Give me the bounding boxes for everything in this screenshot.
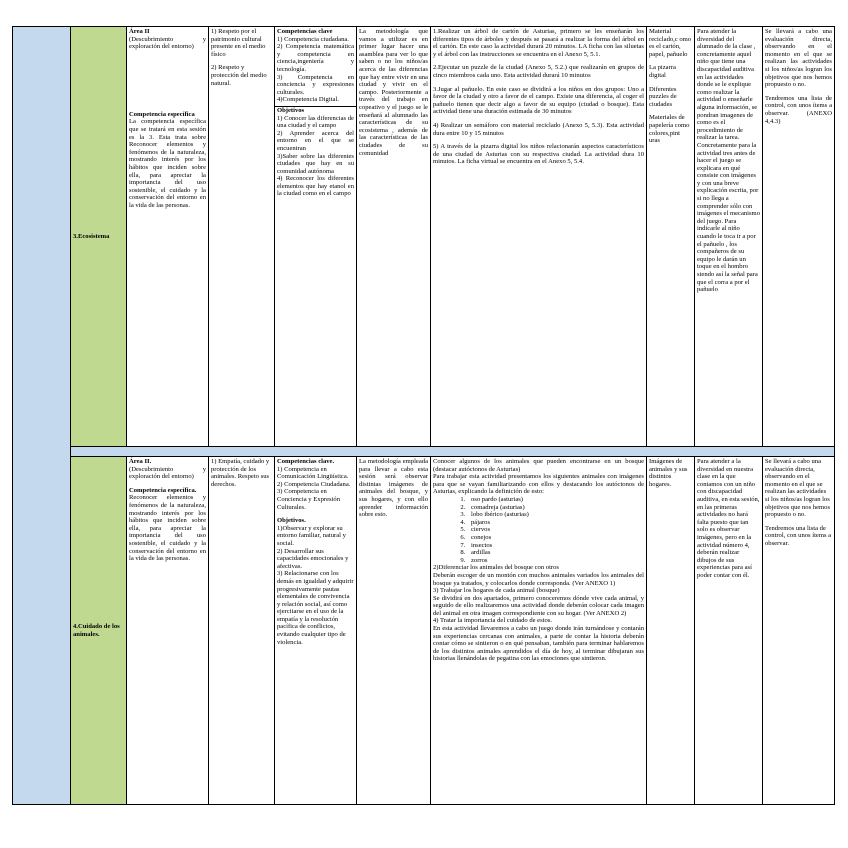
contents-cell: 1) Respeto por el patrimonio cultural presente en el medio físico 2) Respeto y protección del medio natural. [209,27,275,447]
evaluation-cell: Se llevará a cabo una evaluación directa, observando en el momento en el que se realizan las actividades si los niños/as logran los objetivos que nos hemos propuesto o no. Tendremos una lista de control, con unos ítems a observar. [763,457,835,805]
contents-cell: 1) Empatía, cuidado y protección de los animales. Respeto sus derechos. [209,457,275,805]
session-row [13,27,835,447]
diversity-cell: Para atender la diversidad del alumnado de la clase , concretamente aquel niño que tiene una discapacidad auditiva en las actividades donde se le explique como realizar la actividad o enseñarle alguna información, se pondran imagenes de como es el procedimiento de realizar la tarea. Concretamente para la actividad tres antes de hacer el juego se explicara en qué consiste con imágenes y con una breve explicación escrita, por si no llega a comprender sólo con imágenes el mecanismo del juego. Para indicarle al niño cuando le toca ir a por el pañuelo , los compañeros de su equipo le darán un toque en el hombro siendo así la señal para que el corra a por el pañuelo [695,27,763,447]
materials-cell: Imágenes de animales y sus distintos hogares. [647,457,695,805]
session-name-cell: 4.Cuidado de los animales. [71,457,127,805]
activities-cell: 1.Realizar un árbol de cartón de Asturias, primero se les enseñarán los diferentes tipos de árboles y después se pasará a realizar la forma del árbol en el cartón. En este caso la actividad durará 20 minutos. LA ficha con las siluetas y el árbol con las instrucciones se encuentra en el Anexo 5, 5.1. 2.Ejecutar un puzzle de la ciudad (Anexo 5, 5.2.) que realizarán en grupos de cinco miembros cada uno. Esta actividad durará 10 minutos 3.Jugar al pañuelo. En este caso se dividirá a los niños en dos grupos: Uno a favor de la ciudad y otro a favor de el campo. Existe una diferencia, al coger el pañuelo tienen que decir algo a favor de su equipo (ciudad o bosque). Esta actividad tiene una duración estimada de 30 minutos 4) Realizar un semáforo con material reciclado (Anexo 5, 5.3). Esta actividad dura entre 10 y 15 minutos 5) A través de la pizarra digital los niños relacionarán aspectos característicos de una ciudad de Asturias con su respectiva ciudad. La actividad dura 10 minutos. La ficha virtual se encuentra en el Anexo 5, 5.4. [431,27,647,447]
list-item: 7. insectos [467,542,644,550]
list-item: 3. lobo ibérico (asturias) [467,511,644,519]
materials-cell: Material reciclado,c omo es el cartón, papel, pañuelo La pizarra digital Diferentes puzzles de ciudades Materiales de papelería como colores,pint uras [647,27,695,447]
list-item: 5. ciervos [467,526,644,534]
separator-row [13,447,835,457]
list-item: 8. ardillas [467,549,644,557]
list-item: 2. comadreja (asturias) [467,504,644,512]
list-item: 4. pájaros [467,519,644,527]
activities-cell: Conocer algunos de los animales que pueden encontrarse en un bosque (destacar autóctonos de Asturias) Para trabajar esta actividad presentamos los siguientes animales con imágenes para que se vayan familiarizando con ellos y destacando los autóctonos de Asturias, explicando la definición de esto: 1. oso pardo (asturias) 2. comadreja (asturias) 3. lobo ibérico (asturias) 4. pájaros 5. ciervos 6. conejos 7. insectos 8. ardillas 9. zorros 2)Diferenciar los animales del bosque con otros Deberán escoger de un montón con muchos animales variados los animales del bosque ya tratados, y colocarlos donde corresponda. (Ver ANEXO 1) 3) Trabajar los hogares de cada animal (bosque) Se dividirá en dos apartados, primero conoceremos dónde vive cada animal, y seguido de ello realizaremos una actividad donde deberán colocar cada imagen del animal en otra imagen correspondiente con su hogar. (Ver ANEXO 2) 4) Tratar la importancia del cuidado de estos. En esta actividad llevaremos a cabo un juego donde irán turnándose y contarán sus experiencias cercanas con animales, a parte de contar la historia deberán contar cómo se sintieron o en qué pensaban, también para terminar hablaremos de los distintos animales aprendidos el día de hoy, al terminar dibujaran sus historias llenándolas de pegatina con las emociones que sintieron. [431,457,647,805]
diversity-cell: Para atender a la diversidad en nuestra clase en la que contamos con un niño con discapacidad auditiva, en esta sesión, en las primeras actividades no hará falta puesto que tan solo es observar imágenes, pero en la actividad número 4, deberán realizar dibujos de sus experiencias para así poder contar con él. [695,457,763,805]
lesson-plan-table [12,26,835,805]
session-name-cell: 3.Ecosistema [71,27,127,447]
session-row [13,457,835,805]
area-cell: Área II (Descubrimiento y exploración del entorno) Competencia específica La competencia específica que se tratará en esta sesión es la 3. Esta trata sobre Reconocer elementos y fenómenos de la naturaleza, mostrando interés por los hábitos que inciden sobre ella, para apreciar la importancia del uso sostenible, el cuidado y la conservación del entorno en la vida de las personas. [127,27,209,447]
list-item: 9. zorros [467,557,644,565]
separator-cell [71,447,835,457]
methodology-cell: La metodología que vamos a utilizar es en primer lugar hacer una asamblea para ver lo que saben o no los niños/as acerca de las diferencias que hay entre vivir en una ciudad y vivir en el campo. Posteriormente a través del trabajo en copeativo y el juego se le enseñará al alumnado las características de su ecosistema , además de las características de las ciudades de su comunidad [357,27,431,447]
evaluation-cell: Se llevará a cabo una evaluación directa, observando en el momento en el que se realizan las actividades si los niños/as logran los objetivos que nos hemos propuesto o no. Tendremos una lista de control, con unos ítems a observar. (ANEXO 4,4.3) [763,27,835,447]
key-competences-cell: Competencias clave 1) Competencia ciudadana. 2) Competencia matemática y competencia en ciencia,ingeniería y tecnología. 3) Competencia en conciencia y expresiones culturales. 4)Competencia Digital. Objetivos 1) Conocer las diferencias de una ciudad y el campo 2) Aprender acerca del entorno en el que se encuentran 3)Saber sobre las diferentes ciudades que hay en su comunidad autónoma 4) Reconocer los diferentes elementos que hay etanol en la ciudad como en el campo [275,27,357,447]
list-item: 6. conejos [467,534,644,542]
key-competences-cell: Competencias clave. 1) Competencia en Comunicación Lingüística. 2) Competencia Ciudadana. 3) Competencia en Conciencia y Expresión Culturales. Objetivos. 1)Observar y explorar su entorno familiar, natural y social. 2) Desarrollar sus capacidades emocionales y afectivas. 3) Relacionarse con los demás en igualdad y adquirir progresivamente pautas elementales de convivencia y relación social, así como ejercitarse en el uso de la empatía y la resolución pacífica de conflictos, evitando cualquier tipo de violencia. [275,457,357,805]
list-item: 1. oso pardo (asturias) [467,496,644,504]
animal-list [433,496,644,564]
methodology-cell: La metodología empleada para llevar a cabo esta sesión será observar distintas imágenes de animales del bosque, y sus hogares, y con ello aprender información sobre esto. [357,457,431,805]
area-cell: Área II. (Descubrimiento y exploración del entorno) Competencia específica. Reconocer elementos y fenómenos de la naturaleza, mostrando interés por los hábitos que inciden sobre ella, para apreciar la importancia del uso sostenible, el cuidado y la conservación del entorno en la vida de las personas. [127,457,209,805]
side-column [13,27,71,805]
